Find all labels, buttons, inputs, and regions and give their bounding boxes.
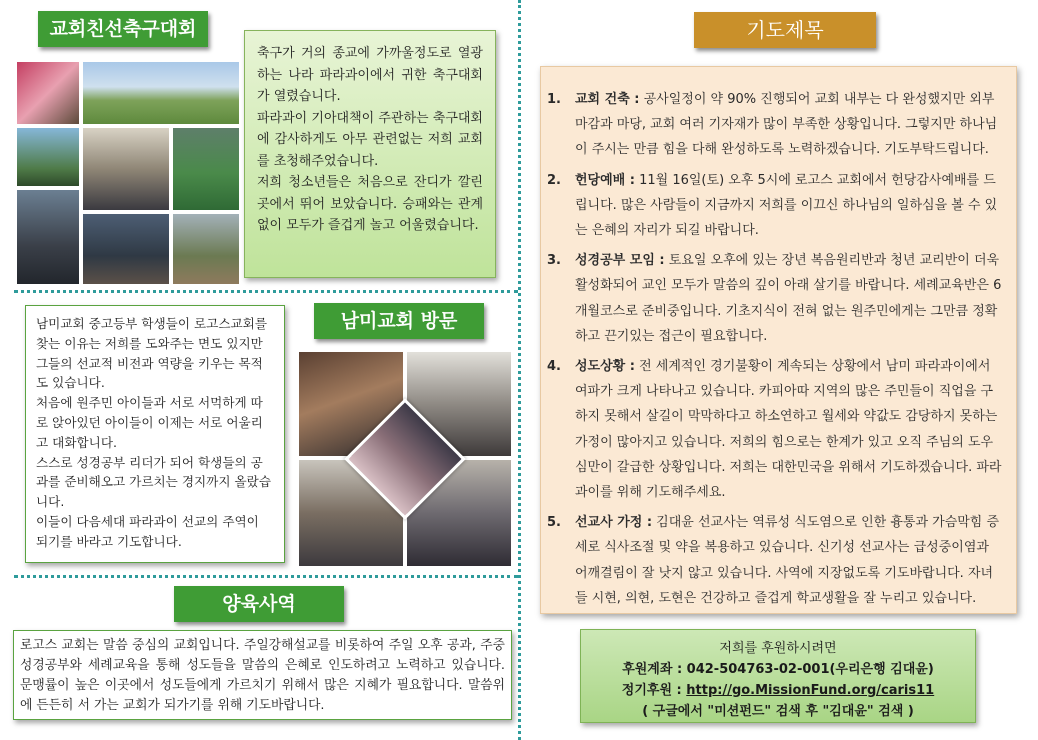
football-text-box — [244, 30, 496, 278]
group-photo — [83, 128, 169, 210]
nurture-paragraph: 로고스 교회는 말씀 중심의 교회입니다. 주일강해설교를 비롯하여 주일 오후 공과, 주중성경공부와 세례교육을 통해 성도들을 말씀의 은혜로 인도하려고 노력하고 있습니다. 문맹률이 높은 이곳에서 성도들에게 가르치기 위해서 많은 지혜가 필요합니다. 말씀위에 든든히 서 가는 교회가 되가기를 위해 기도바랍니다. — [20, 638, 505, 713]
prayer-item — [547, 510, 1002, 611]
left-divider-top — [14, 290, 518, 293]
visit-paragraph: 처음에 원주민 아이들과 서로 서먹하게 따로 앉아있던 아이들이 이제는 서로 어울리고 대화합니다. — [36, 395, 263, 450]
prayer-item-title: 선교사 가정 : — [575, 515, 653, 531]
prayer-item-number: 3. — [547, 253, 561, 269]
prayer-item — [547, 168, 1002, 244]
prayer-item-number: 4. — [547, 359, 561, 375]
prayer-item-title: 교회 건축 : — [575, 92, 640, 107]
football-photo-collage — [17, 62, 239, 284]
prayer-item-number: 2. — [547, 172, 561, 188]
support-intro: 저희를 후원하시려면 — [719, 641, 837, 656]
prayer-item-text: 11월 16일(토) 오후 5시에 로고스 교회에서 헌당감사예배를 드립니다. 많은 사람들이 지금까지 저희를 이끄신 하나님의 일하심을 볼 수 있는 은혜의 자리가 되길 바랍니다. — [575, 172, 998, 239]
prayer-item-title: 성경공부 모임 : — [575, 253, 665, 269]
prayer-item-text: 김대윤 선교사는 역류성 식도염으로 인한 흉통과 가슴막힘 증세로 식사조절 및 약을 복용하고 있습니다. 신기성 선교사는 급성중이염과 어깨결림이 잘 낫지 않고 있습니다. 사역에 지장없도록 기도바랍니다. 자녀들 시현, 의현, 도현은 건강하고 즐겁게 학교생활을 잘 누리고 있습니다. — [575, 515, 1000, 606]
prayer-item — [547, 354, 1002, 505]
visit-text-box — [25, 305, 285, 563]
team-photo — [17, 128, 79, 186]
visit-paragraph: 이들이 다음세대 파라과이 선교의 주역이 되기를 바라고 기도합니다. — [36, 513, 259, 549]
prayer-item — [547, 87, 1002, 163]
prayer-item-number: 5. — [547, 515, 561, 531]
stands-photo — [83, 214, 169, 284]
match-photo — [173, 128, 239, 210]
football-paragraph: 저희 청소년들은 처음으로 잔디가 깔린 곳에서 뛰어 보았습니다. 승패와는 관계없이 모두가 즐겁게 놀고 어울렸습니다. — [257, 175, 483, 233]
left-divider-bottom — [14, 575, 518, 578]
support-regular — [587, 680, 969, 701]
prayer-list — [547, 87, 1002, 611]
support-info-box — [580, 629, 976, 723]
support-search-hint: ( 구글에서 "미션펀드" 검색 후 "김대윤" 검색 ) — [642, 704, 914, 719]
mission-fund-link[interactable]: http://go.MissionFund.org/caris11 — [686, 683, 935, 698]
kick-photo — [173, 214, 239, 284]
prayer-item-title: 성도상황 : — [575, 359, 635, 375]
prayer-item-number: 1. — [547, 92, 561, 107]
football-section-title: 교회친선축구대회 — [38, 11, 208, 47]
prayer-section-title: 기도제목 — [694, 12, 876, 48]
crowd-photo — [17, 190, 79, 284]
prayer-item-text: 토요일 오후에 있는 장년 복음원리반과 청년 교리반이 더욱 활성화되어 교인 모두가 말씀의 깊이 아래 살기를 바랍니다. 세례교육반은 6개월코스로 준비중입니다. 기초지식이 전혀 없는 원주민에게는 그만큼 정확하고 끈기있는 접근이 필요합니다. — [575, 253, 1002, 344]
support-regular-label: 정기후원 : — [621, 683, 687, 698]
nurture-section-title: 양육사역 — [174, 586, 344, 622]
field-photo — [83, 62, 239, 124]
award-photo — [17, 62, 79, 124]
prayer-item-text: 전 세계적인 경기불황이 계속되는 상황에서 남미 파라과이에서 여파가 크게 나타나고 있습니다. 카피아따 지역의 많은 주민들이 직업을 구하지 못해서 살길이 막막하다고 하소연하고 월세와 약값도 감당하지 못하는 가정이 많아지고 있습니다. 저희의 힘으로는 한계가 있고 오직 주님의 도우심만이 갈급한 상황입니다. 저희는 대한민국을 위해서 기도하겠습니다. 파라과이를 위해 기도해주세요. — [575, 359, 1002, 501]
visit-paragraph: 남미교회 중고등부 학생들이 로고스교회를 찾는 이유는 저희를 도와주는 면도 있지만 그들의 선교적 비전과 역량을 키우는 목적도 있습니다. — [36, 316, 267, 391]
support-account: 후원계좌 : 042-504763-02-001(우리은행 김대윤) — [622, 662, 934, 677]
football-paragraph: 축구가 거의 종교에 가까울정도로 열광하는 나라 파라과이에서 귀한 축구대회가 열렸습니다. — [257, 46, 483, 104]
visit-photo-collage — [299, 352, 511, 566]
prayer-item-title: 헌당예배 : — [575, 172, 635, 188]
visit-paragraph: 스스로 성경공부 리더가 되어 학생들의 공과를 준비해오고 가르치는 경지까지 올랐습니다. — [36, 454, 271, 510]
football-paragraph: 파라과이 기아대책이 주관하는 축구대회에 감사하게도 아무 관련없는 저희 교회를 초청해주었습니다. — [257, 110, 483, 169]
visit-section-title: 남미교회 방문 — [314, 303, 484, 339]
prayer-list-box — [540, 66, 1017, 614]
center-divider — [518, 0, 521, 740]
nurture-text-box — [13, 630, 512, 720]
prayer-item-text: 공사일정이 약 90% 진행되어 교회 내부는 다 완성했지만 외부 마감과 마당, 교회 여러 기자재가 많이 부족한 상황입니다. 그렇지만 하나님이 주시는 만큼 힘을 다해 완성하도록 노력하겠습니다. 기도부탁드립니다. — [575, 92, 998, 158]
prayer-item — [547, 248, 1002, 349]
